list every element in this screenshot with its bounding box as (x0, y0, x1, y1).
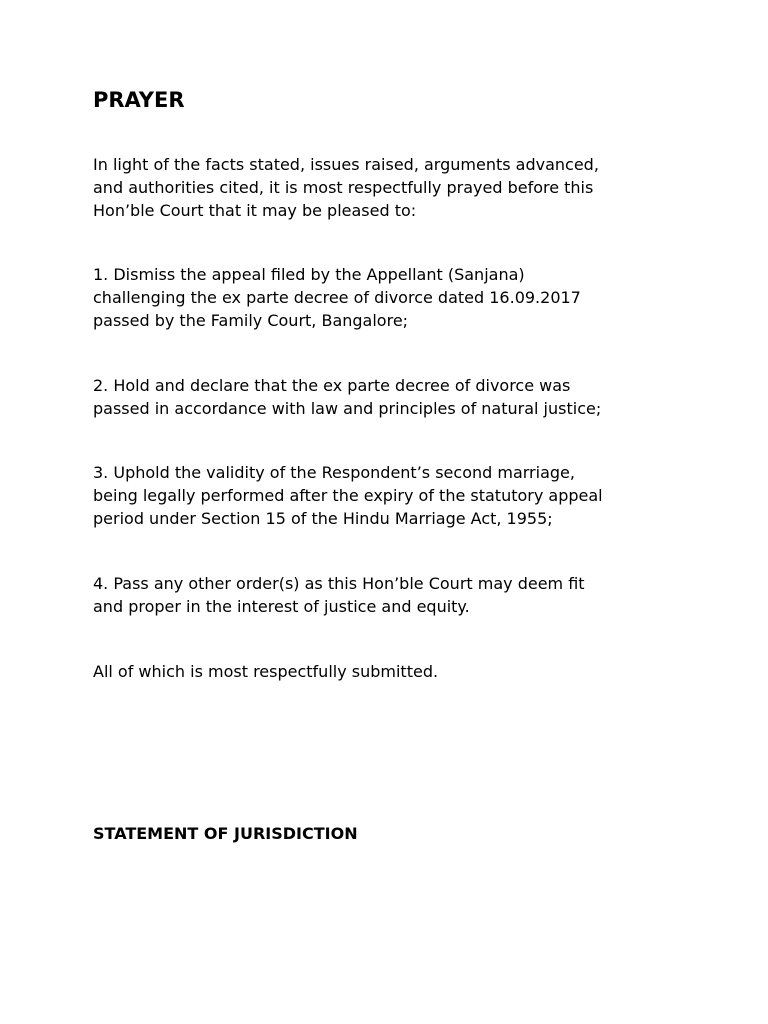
closing-paragraph (93, 660, 693, 683)
prayer-item-line: passed by the Family Court, Bangalore; (93, 311, 409, 330)
prayer-item-line: period under Section 15 of the Hindu Marriage Act, 1955; (93, 509, 553, 528)
closing-line: All of which is most respectfully submitted. (93, 662, 439, 681)
prayer-item-line: and proper in the interest of justice and equity. (93, 597, 470, 616)
prayer-item-4 (93, 572, 693, 618)
prayer-item-line: 3. Uphold the validity of the Respondent’s second marriage, (93, 463, 575, 482)
prayer-item-line: 2. Hold and declare that the ex parte decree of divorce was (93, 376, 571, 395)
prayer-item-line: being legally performed after the expiry of the statutory appeal (93, 486, 603, 505)
intro-line: Hon’ble Court that it may be pleased to: (93, 201, 417, 220)
intro-line: In light of the facts stated, issues raised, arguments advanced, (93, 155, 599, 174)
prayer-item-line: 4. Pass any other order(s) as this Hon’ble Court may deem fit (93, 574, 585, 593)
prayer-item-line: challenging the ex parte decree of divorce dated 16.09.2017 (93, 288, 581, 307)
intro-paragraph (93, 153, 693, 222)
intro-line: and authorities cited, it is most respectfully prayed before this (93, 178, 594, 197)
prayer-item-line: passed in accordance with law and principles of natural justice; (93, 399, 602, 418)
prayer-heading: PRAYER (93, 88, 185, 112)
prayer-item-1 (93, 263, 693, 332)
jurisdiction-heading: STATEMENT OF JURISDICTION (93, 824, 358, 843)
prayer-item-2 (93, 374, 693, 420)
prayer-item-line: 1. Dismiss the appeal filed by the Appellant (Sanjana) (93, 265, 525, 284)
prayer-item-3 (93, 461, 693, 530)
